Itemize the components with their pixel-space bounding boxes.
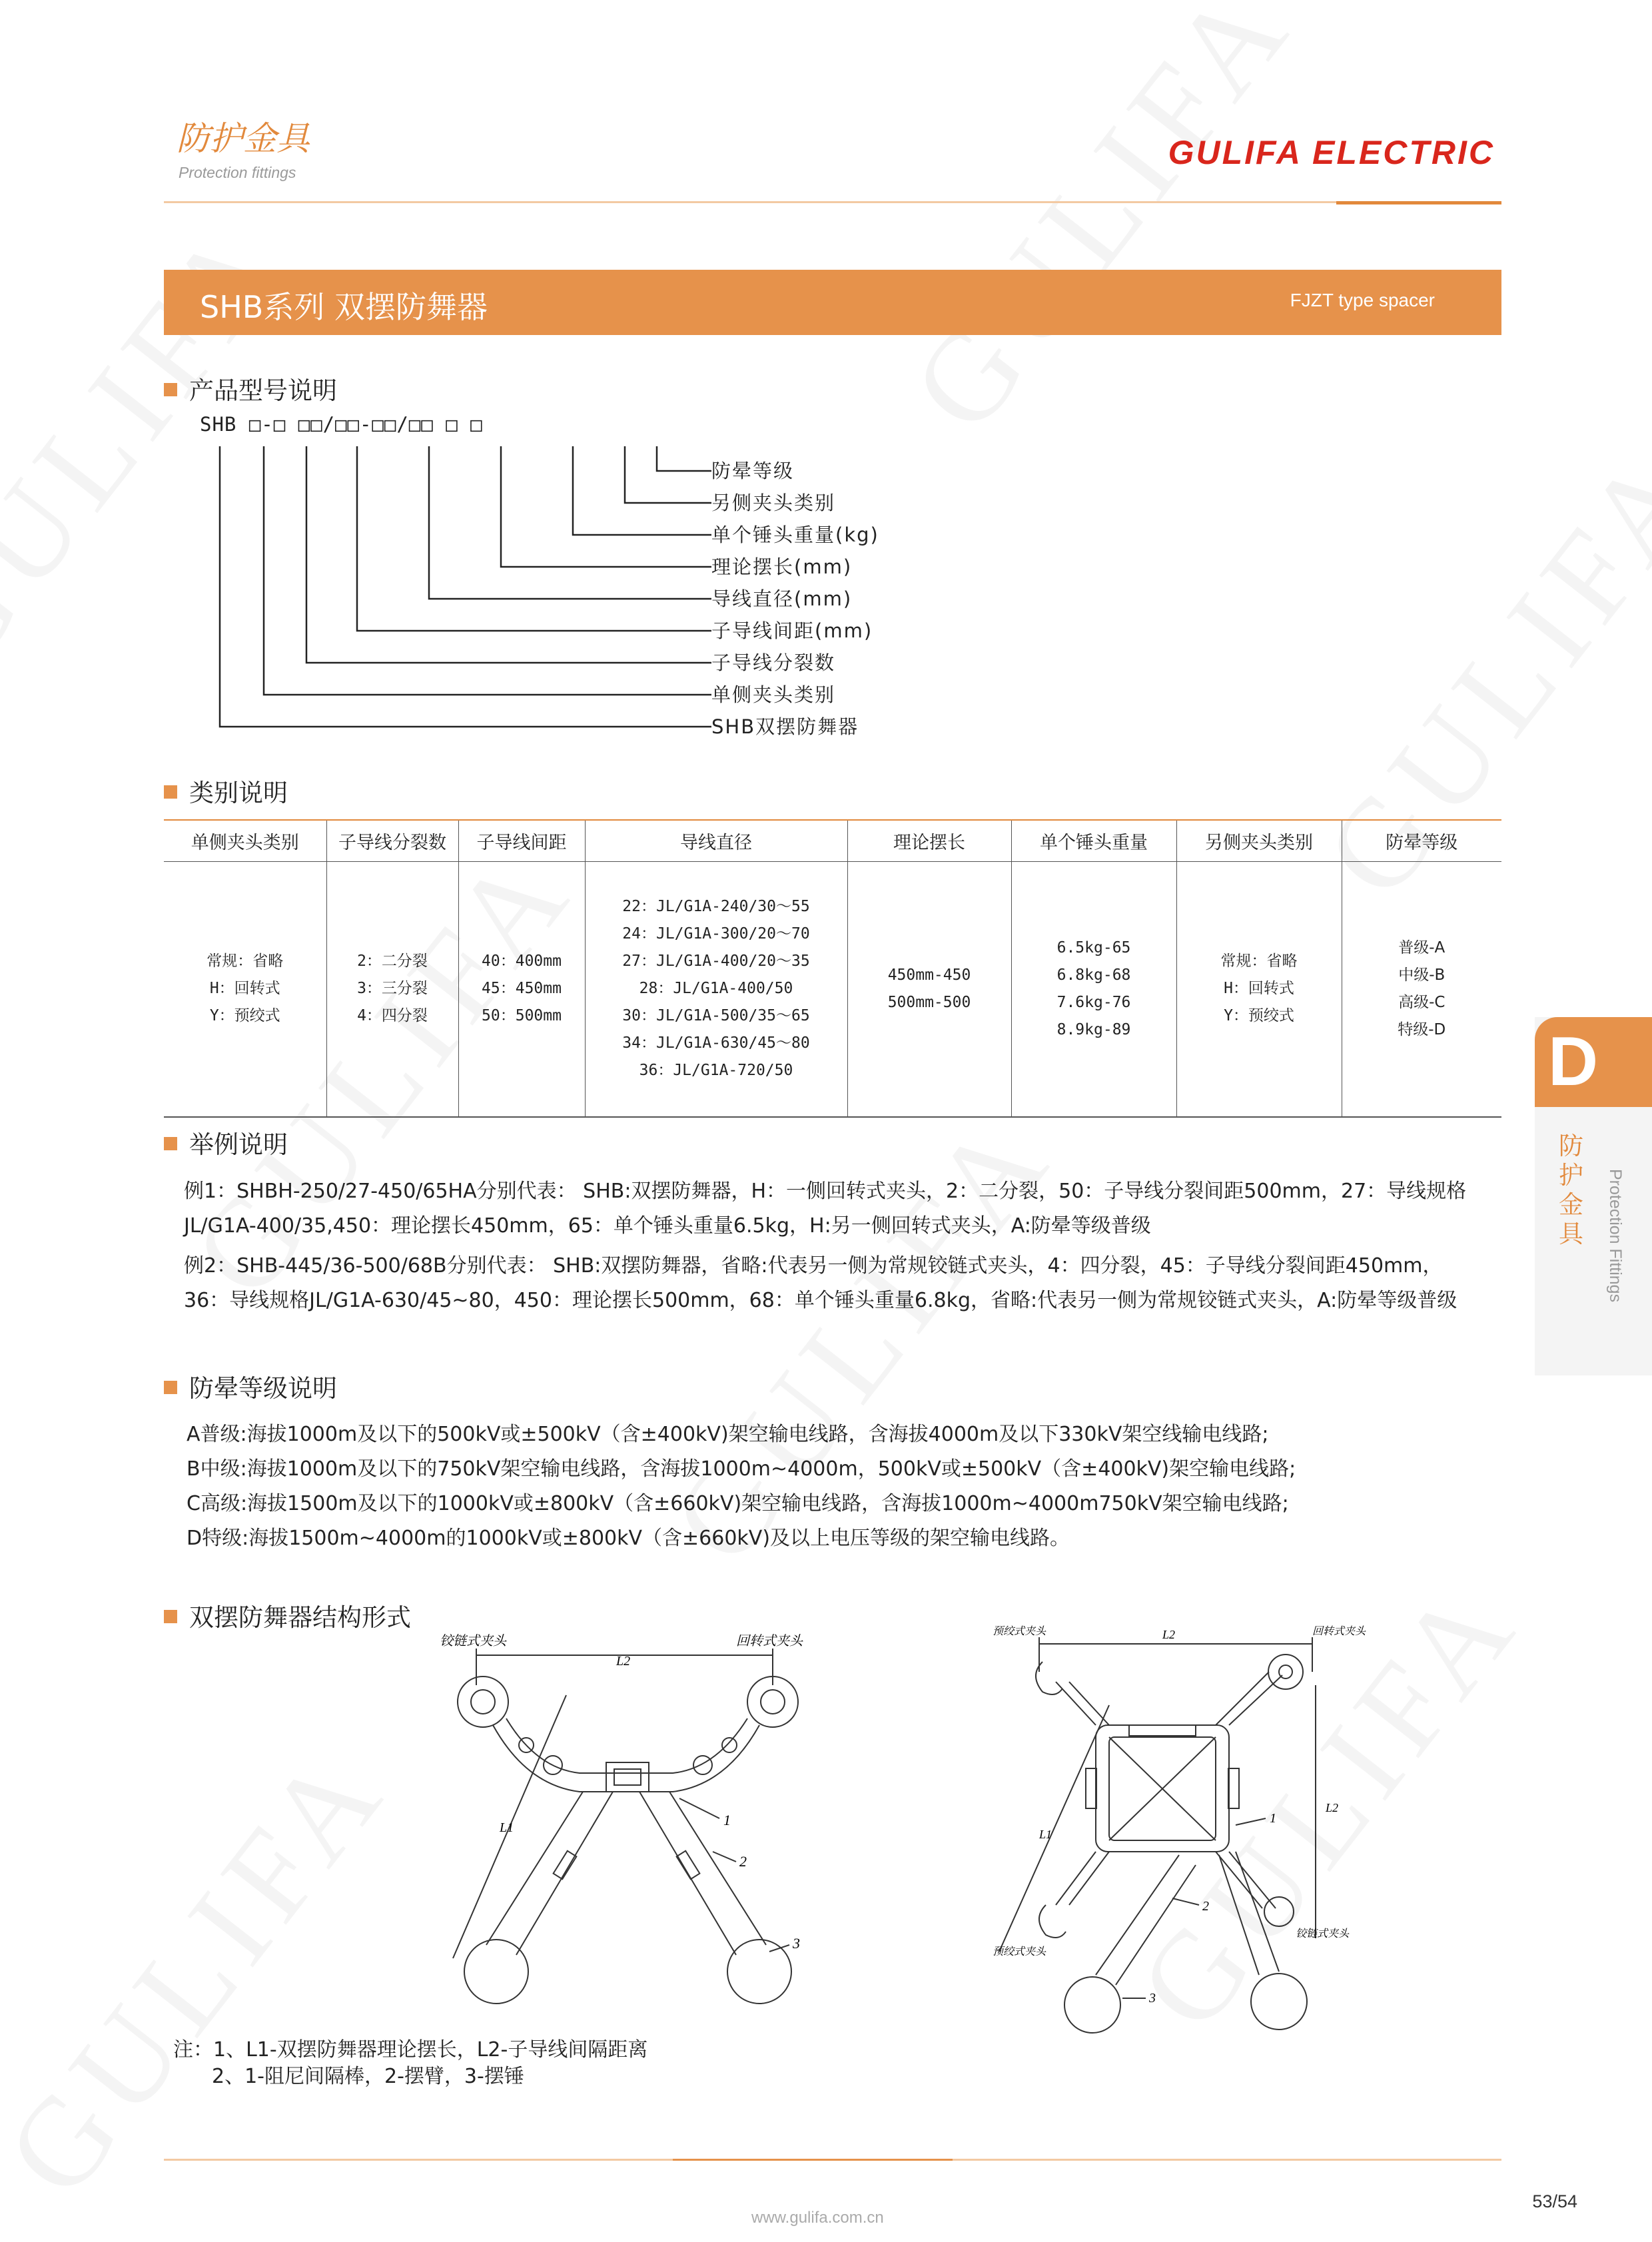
example-2-line-2: 36：导线规格JL/G1A-630/45~80，450：理论摆长500mm，68：单个锤头重量6.8kg，省略:代表另一侧为常规铰链式夹头，A:防晕等级普级 [184, 1289, 1457, 1312]
table-cell: 450mm-450 500mm-500 [847, 861, 1011, 1117]
model-label: 另侧夹头类别 [711, 492, 836, 514]
swing-arm-left [486, 1792, 613, 1955]
swing-arm-right [639, 1792, 766, 1955]
label-part-3: 3 [793, 1935, 800, 1952]
label-dimension-l2: L2 [1162, 1628, 1176, 1641]
label-hinge-clamp-bottom: 铰链式夹头 [1296, 1928, 1350, 1940]
model-code: SHB □-□ □□/□□-□□/□□ □ □ [200, 413, 483, 436]
side-tab-label: 防护金具 [1559, 1132, 1583, 1248]
header-category-en: Protection fittings [179, 164, 296, 181]
model-label: 子导线分裂数 [711, 651, 836, 674]
table-cell: 22：JL/G1A-240/30～55 24：JL/G1A-300/20～70 27：JL/G1A-400/20～35 28：JL/G1A-400/50 30：JL/G1A-500/35～65 34：JL/G1A-630/45～80 36：JL/G1A-720/50 [585, 861, 847, 1117]
label-preformed-clamp-bottom: 预绞式夹头 [993, 1946, 1046, 1958]
table-header-cell: 单侧夹头类别 [164, 820, 326, 861]
corona-line-b: B中级:海拔1000m及以下的750kV架空输电线路，含海拔1000m~4000m，500kV或±500kV（含±400kV)架空输电线路; [187, 1457, 1296, 1481]
leader-line [625, 446, 711, 503]
model-label: 理论摆长(mm) [711, 556, 853, 578]
footer-divider-accent [673, 2159, 953, 2161]
model-leader-lines [200, 436, 719, 743]
bullet-square-icon [164, 383, 177, 396]
label-part-3: 3 [1149, 1991, 1156, 2006]
rotary-clamp-head [1268, 1655, 1303, 1689]
table-cell: 6.5kg-65 6.8kg-68 7.6kg-76 8.9kg-89 [1011, 861, 1176, 1117]
product-title-bar [164, 270, 1501, 335]
bullet-square-icon [164, 1381, 177, 1394]
footer-url: www.gulifa.com.cn [751, 2209, 884, 2227]
note-line-2: 2、1-阻尼间隔棒，2-摆臂，3-摆锤 [212, 2065, 524, 2088]
swing-arm-right [1219, 1852, 1279, 1975]
spacer-arc-body [493, 1725, 759, 1792]
section-heading-examples: 举例说明 [164, 1124, 288, 1160]
leader-line [357, 446, 711, 631]
corona-line-d: D特级:海拔1500m~4000m的1000kV或±800kV（含±660kV)及以上电压等级的架空输电线路。 [187, 1527, 1070, 1550]
table-header-cell: 子导线分裂数 [326, 820, 458, 861]
leader-line [429, 446, 711, 599]
side-tab-header [1535, 1017, 1652, 1107]
table-header-cell: 单个锤头重量 [1011, 820, 1176, 861]
product-title-en: FJZT type spacer [1290, 290, 1435, 310]
table-row [164, 861, 1501, 1117]
watermark [883, 0, 1322, 458]
section-heading-corona: 防晕等级说明 [164, 1368, 337, 1404]
dimension-line-l1 [999, 1705, 1109, 1952]
leader-line [220, 446, 711, 727]
label-dimension-l2: L2 [616, 1654, 631, 1669]
label-part-2: 2 [1202, 1899, 1209, 1914]
model-label: SHB双摆防舞器 [711, 715, 859, 738]
table-cell: 2：二分裂 3：三分裂 4：四分裂 [326, 861, 458, 1117]
table-cell: 常规：省略 H：回转式 Y：预绞式 [1176, 861, 1342, 1117]
corona-line-c: C高级:海拔1500m及以下的1000kV或±800kV（含±660kV)架空输电线路，含海拔1000m~4000m750kV架空输电线路; [187, 1492, 1289, 1515]
label-part-1: 1 [723, 1812, 731, 1828]
table-cell: 普级-A 中级-B 高级-C 特级-D [1342, 861, 1501, 1117]
swing-weight-left [1064, 1977, 1120, 2033]
example-2-line-1: 例2：SHB-445/36-500/68B分别代表： SHB:双摆防舞器，省略:代表另一侧为常规铰链式夹头，4：四分裂，45：子导线分裂间距450mm， [184, 1254, 1443, 1278]
swing-weight-right [727, 1940, 791, 2004]
section-heading-model: 产品型号说明 [164, 370, 337, 406]
swing-arm-left [1096, 1855, 1196, 1985]
product-title: SHB系列 双摆防舞器 [200, 289, 488, 325]
bullet-square-icon [164, 785, 177, 799]
leader-line [657, 446, 711, 471]
diagram-four-split-spacer [979, 1625, 1392, 2052]
section-heading-category: 类别说明 [164, 773, 288, 809]
table-cell: 常规：省略 H：回转式 Y：预绞式 [164, 861, 326, 1117]
header-divider [164, 201, 1336, 203]
hinge-clamp-head [458, 1677, 508, 1727]
diagram-two-split-spacer [400, 1632, 906, 2038]
example-1-line-2: JL/G1A-400/35,450：理论摆长450mm，65：单个锤头重量6.5kg，H:另一侧回转式夹头，A:防晕等级普级 [184, 1214, 1151, 1238]
label-part-2: 2 [739, 1853, 747, 1870]
section-heading-structure: 双摆防舞器结构形式 [164, 1597, 411, 1633]
swing-weight-right [1251, 1974, 1307, 2030]
label-dimension-l1: L1 [1039, 1828, 1052, 1841]
table-header-cell: 理论摆长 [847, 820, 1011, 861]
category-table [164, 819, 1501, 1118]
corona-line-a: A普级:海拔1000m及以下的500kV或±500kV（含±400kV)架空输电线路，含海拔4000m及以下330kV架空线输电线路; [187, 1423, 1269, 1446]
table-header-cell: 子导线间距 [458, 820, 585, 861]
model-label: 导线直径(mm) [711, 587, 853, 610]
label-rotary-clamp: 回转式夹头 [736, 1634, 803, 1649]
leader-line [264, 446, 711, 695]
swing-weight-left [464, 1940, 528, 2004]
label-hinge-clamp: 铰链式夹头 [440, 1634, 506, 1649]
table-header-cell: 导线直径 [585, 820, 847, 861]
label-part-1: 1 [1270, 1811, 1276, 1826]
label-rotary-clamp: 回转式夹头 [1312, 1626, 1366, 1637]
table-header-cell: 防晕等级 [1342, 820, 1501, 861]
leader-line [573, 446, 711, 535]
example-1-line-1: 例1：SHBH-250/27-450/65HA分别代表： SHB:双摆防舞器，H：一侧回转式夹头，2：二分裂，50：子导线分裂间距500mm，27：导线规格 [184, 1180, 1467, 1203]
model-label: 防晕等级 [711, 460, 795, 482]
label-preformed-clamp: 预绞式夹头 [993, 1626, 1046, 1637]
side-tab-letter: D [1548, 1023, 1599, 1100]
table-cell: 40：400mm 45：450mm 50：500mm [458, 861, 585, 1117]
table-header-cell: 另侧夹头类别 [1176, 820, 1342, 861]
page-number: 53/54 [1532, 2191, 1577, 2211]
leader-line [501, 446, 711, 567]
section-side-tab [1535, 1017, 1652, 1375]
note-line-1: 注：1、L1-双摆防舞器理论摆长，L2-子导线间隔距离 [173, 2038, 648, 2061]
header-divider-accent [1336, 201, 1501, 204]
watermark [0, 1718, 416, 2223]
label-dimension-l2-vertical: L2 [1326, 1801, 1339, 1814]
header-category: 防护金具 [177, 119, 310, 158]
label-dimension-l1: L1 [500, 1820, 514, 1835]
model-label: 子导线间距(mm) [711, 619, 873, 642]
side-tab-label-en: Protection Fittings [1606, 1169, 1625, 1303]
model-label: 单个锤头重量(kg) [711, 524, 879, 546]
bullet-square-icon [164, 1137, 177, 1150]
model-label: 单侧夹头类别 [711, 683, 836, 706]
table-header-row [164, 820, 1501, 861]
bullet-square-icon [164, 1610, 177, 1623]
brand-logo: GULIFA ELECTRIC [1168, 134, 1495, 171]
